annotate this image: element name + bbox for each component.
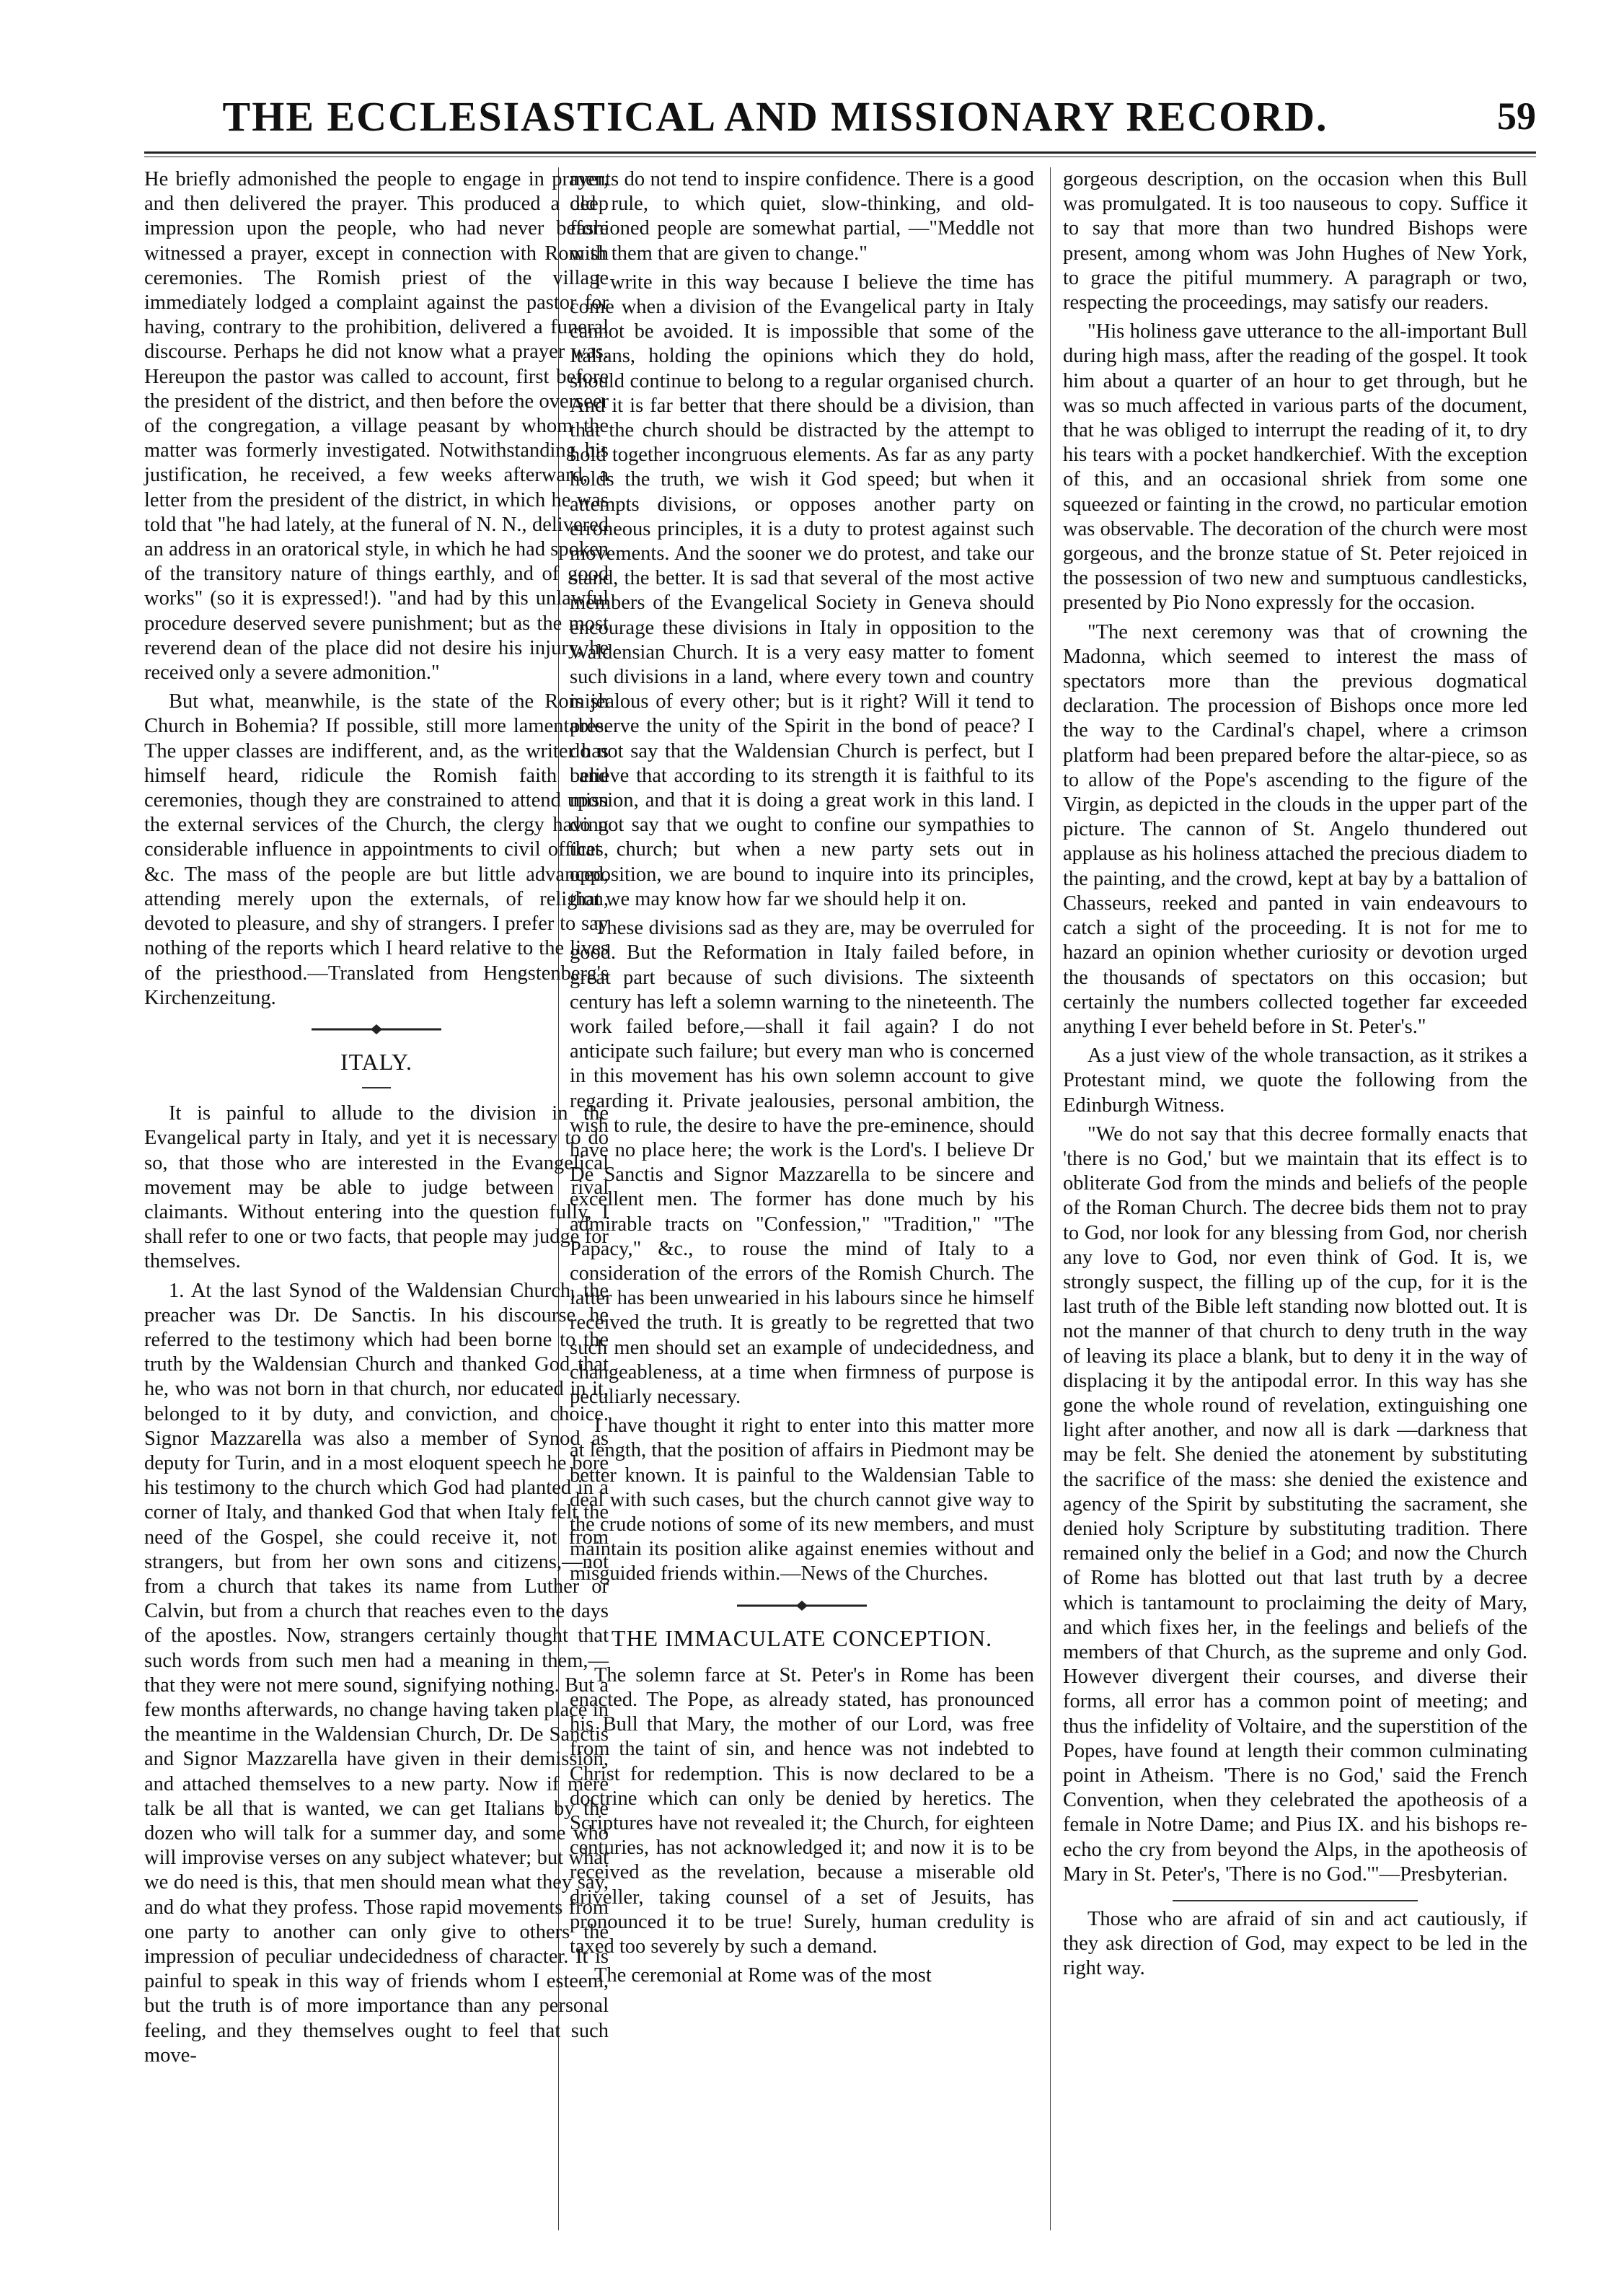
paragraph: gorgeous description, on the occasion when this Bull was promulgated. It is too nauseous to copy. Suffice it to say that more than two hundred Bishops were present, among whom was John Hughes of New York, to grace the pitiful mummery. A paragraph or two, respecting the proceedings, may satisfy our readers. <box>1063 168 1527 314</box>
paragraph: The solemn farce at St. Peter's in Rome has been enacted. The Pope, as already stated, has pronounced his Bull that Mary, the mother of our Lord, was free from the taint of sin, and hence was not indebted to Christ for redemption. This is now declared to be a doctrine which can only be denied by heretics. The Scriptures have not revealed it; the Church, for eighteen centuries, has not acknowledged it; and now it is to be received as the revelation, because a miserable old driveller, taking counsel of a set of Jesuits, has pronounced it to be true! Surely, human credulity is taxed too severely by such a demand. <box>570 1663 1034 1958</box>
paragraph: It is painful to allude to the division in the Evangelical party in Italy, and yet it is necessary to do so, that those who are interested in the Evangelical movement may be able to judge between rival claimants. Without entering into the question fully, I shall refer to one or two facts, that people may judge for themselves. <box>144 1102 609 1273</box>
paragraph: These divisions sad as they are, may be overruled for good. But the Reformation in Italy failed before, in great part because of such divisions. The sixteenth century has left a solemn warning to the nineteenth. The work failed before,—shall it fail again? I do not anticipate such failure; but every man who is concerned in this movement has his own solemn account to give regarding it. Private jealousies, personal ambition, the wish to rule, the desire to have the pre-eminence, should have no place here; the work is the Lord's. I believe Dr De Sanctis and Signor Mazzarella to be sincere and excellent men. The former has done much by his admirable tracts on "Confession," "Tradition," "The Papacy," &c., to rouse the mind of Italy to a consideration of the errors of the Romish Church. The latter has been unwearied in his labours since he himself received the truth. It is greatly to be regretted that two such men should set an example of undecidedness, and changeableness, at a time when firmness of purpose is peculiarly necessary. <box>570 917 1034 1408</box>
column-3 <box>1063 167 1527 1981</box>
column-2 <box>570 167 1034 1988</box>
paragraph: He briefly admonished the people to engage in prayer, and then delivered the prayer. This produced a deep impression upon the people, who had never before witnessed a prayer, except in connection with Romish ceremonies. The Romish priest of the village immediately lodged a complaint against the pastor for having, contrary to the prohibition, delivered a funeral discourse. Perhaps he did not know what a prayer was. Hereupon the pastor was called to account, first before the president of the district, and then before the overseer of the congregation, a village peasant by whom the matter was formerly investigated. Notwithstanding his justification, he received, a few weeks afterward, a letter from the president of the district, in which he was told that "he had lately, at the funeral of N. N., delivered an address in an oratorical style, in which he had spoken of the transitory nature of things earthly, and of good works" (so it is expressed!). "and had by this unlawful procedure deserved severe punishment; but as the most reverend dean of the place did not desire his injury, he received only a severe admonition." <box>144 168 609 685</box>
paragraph: I write in this way because I believe the time has come when a division of the Evangelical party in Italy cannot be avoided. It is impossible that some of the Italians, holding the opinions which they do hold, should continue to belong to a regular organised church. And it is far better that there should be a division, than that the church should be distracted by the attempt to hold together incongruous elements. As far as any party holds the truth, we wish it God speed; but when it attempts divisions, or opposes another party on erroneous principles, it is a duty to protest against such movements. And the sooner we do protest, and take our stand, the better. It is sad that several of the most active members of the Evangelical Society in Geneva should encourage these divisions in Italy in opposition to the Waldensian Church. It is a very easy matter to foment such divisions in a land, where every town and country is jealous of every other; but is it right? Will it tend to preserve the unity of the Spirit in the bond of peace? I do not say that the Waldensian Church is perfect, but I believe that according to its strength it is faithful to its mission, and that it is doing a great work in this land. I do not say that we ought to confine our sympathies to that church; but when a new party sets out in opposition, we are bound to inquire into its principles, that we may know how far we should help it on. <box>570 270 1034 910</box>
section-ornament <box>570 1600 1034 1611</box>
page-header <box>144 78 1536 143</box>
divider-rule <box>1173 1900 1418 1901</box>
paragraph: "His holiness gave utterance to the all-important Bull during high mass, after the reading of the gospel. It took him about a quarter of an hour to get through, but he was so much affected in various parts of the document, that he was obliged to interrupt the reading of it, to dry his tears with a pocket handkerchief. With the exception of this, and an occasional shriek from some one squeezed or fainting in the crowd, no particular emotion was observable. The decoration of the church were most gorgeous, and the bronze statue of St. Peter rejoiced in the possession of two new and sumptuous candlesticks, presented by Pio Nono expressly for the occasion. <box>1063 320 1527 615</box>
paragraph: The ceremonial at Rome was of the most <box>594 1964 932 1987</box>
column-1 <box>144 167 609 2068</box>
ornament-rule-icon <box>723 1600 881 1611</box>
short-rule <box>362 1087 391 1088</box>
paragraph: 1. At the last Synod of the Waldensian Church, the preacher was Dr. De Sanctis. In his discourse he referred to the testimony which had been borne to the truth by the Waldensian Church and thanked God that he, who was not born in that church, nor educated in it, belonged to it by duty, and conviction, and choice. Signor Mazzarella was also a member of Synod as deputy for Turin, and in a most eloquent speech he bore his testimony to the church which God had planted in a corner of Italy, and thanked God that when Italy felt the need of the Gospel, she could receive it, not from strangers, but from her own sons and citizens,—not from a church that takes its name from Luther or Calvin, but from a church that reaches even to the days of the apostles. Now, strangers certainly thought that such words from such men had a meaning in them,—that they were not mere sound, signifying nothing. But a few months afterwards, no change having taken place in the meantime in the Waldensian Church, Dr. De Sanctis and Signor Mazzarella have given in their demission, and attached themselves to a new party. Now if mere talk be all that is wanted, we can get Italians by the dozen who will talk for a summer day, and some who will improvise verses on any subject whatever; but what we do need is this, that men should mean what they say, and do what they profess. Those rapid movements from one party to another can only give to others the impression of peculiar undecidedness of character. It is painful to speak in this way of friends whom I esteem, but the truth is of more importance than any personal feeling, and they themselves ought to feel that such move- <box>144 1279 609 2067</box>
section-ornament <box>144 1024 609 1035</box>
section-heading-italy: ITALY. <box>340 1048 413 1075</box>
paragraph: "We do not say that this decree formally enacts that 'there is no God,' but we maintain that its effect is to obliterate God from the minds and beliefs of the people of the Roman Church. The decree bids them not to pray to God, nor look for any blessing from God, nor cherish any love to God, nor even think of God. It is, we strongly suspect, the filling up of the cup, for it is the last truth of the Bible left standing now blotted out. It is not the manner of that church to deny truth in the way of leaving its place a blank, but to deny it in the way of displacing it by the antipodal error. In this way has she gone the whole round of revelation, extinguishing one light after another, and now all is dark —darkness that may be felt. She denied the atonement by substituting the sacrifice of the mass: she denied the existence and agency of the Spirit by substituting the sacrament, she denied holy Scripture by substituting tradition. There remained only the belief in a God; and now the Church of Rome has blotted out that last truth by a decree which is tantamount to proclaiming the deity of Mary, and which fixes her, in the feelings and beliefs of the members of that Church, as the supreme and only God. However divergent their courses, and diverse their forms, all error has a common point of meeting; and thus the infidelity of Voltaire, and the superstition of the Popes, have found at length their common culminating point in Atheism. 'There is no God,' said the French Convention, when they celebrated the apotheosis of a female in Notre Dame; and Pius IX. and his bishops re-echo the cry from beyond the Alps, in the apotheosis of Mary in St. Peter's, 'There is no God.'"—Presbyterian. <box>1063 1122 1527 1886</box>
ornament-rule-icon <box>297 1024 456 1035</box>
section-heading-immaculate-conception: THE IMMACULATE CONCEPTION. <box>611 1624 993 1651</box>
page-number: 59 <box>1497 94 1536 138</box>
header-rule <box>144 151 1536 157</box>
paragraph: As a just view of the whole transaction, as it strikes a Protestant mind, we quote the following from the Edinburgh Witness. <box>1063 1044 1527 1117</box>
closing-note: Those who are afraid of sin and act cautiously, if they ask direction of God, may expect to be led in the right way. <box>1063 1908 1527 1980</box>
column-divider <box>1050 167 1051 2230</box>
paragraph: I have thought it right to enter into this matter more at length, that the position of affairs in Piedmont may be better known. It is painful to the Waldensian Table to deal with such cases, but the church cannot give way to the crude notions of some of its new members, and must maintain its position alike against enemies without and misguided friends within.—News of the Churches. <box>570 1415 1034 1585</box>
paragraph: "The next ceremony was that of crowning the Madonna, which seemed to interest the mass of spectators more than the previous dogmatical declaration. The procession of Bishops once more led the way to the Cardinal's chapel, where a crimson platform had been prepared before the altar-piece, so as to allow of the Pope's ascending to the figure of the Virgin, as depicted in the clouds in the upper part of the picture. The cannon of St. Angelo thundered out applause as his holiness attached the precious diadem to the painting, and the crowd, kept at bay by a battalion of Chasseurs, reeked and panted in vain endeavours to catch a sight of the proceeding. It is not for me to hazard an opinion whether curiosity or devotion urged the thousands of spectators on this occasion; but certainly the numbers collected together far exceeded anything I ever beheld before in St. Peter's." <box>1063 620 1527 1038</box>
paragraph: But what, meanwhile, is the state of the Romish Church in Bohemia? If possible, still more lamentable. The upper classes are indifferent, and, as the writer has himself heard, ridicule the Romish faith and ceremonies, though they are constrained to attend upon the external services of the Church, the clergy having considerable influence in appointments to civil offices, &c. The mass of the people are but little advanced, attending merely upon the externals, of religion, devoted to pleasure, and shy of strangers. I prefer to say nothing of the reports which I heard relative to the lives of the priesthood.—Translated from Hengstenberg's Kirchenzeitung. <box>144 690 609 1009</box>
journal-title: THE ECCLESIASTICAL AND MISSIONARY RECORD. <box>222 93 1328 140</box>
paragraph: ments do not tend to inspire confidence. There is a good old rule, to which quiet, slow-thinking, and old-fashioned people are somewhat partial, —"Meddle not with them that are given to change." <box>570 168 1034 265</box>
